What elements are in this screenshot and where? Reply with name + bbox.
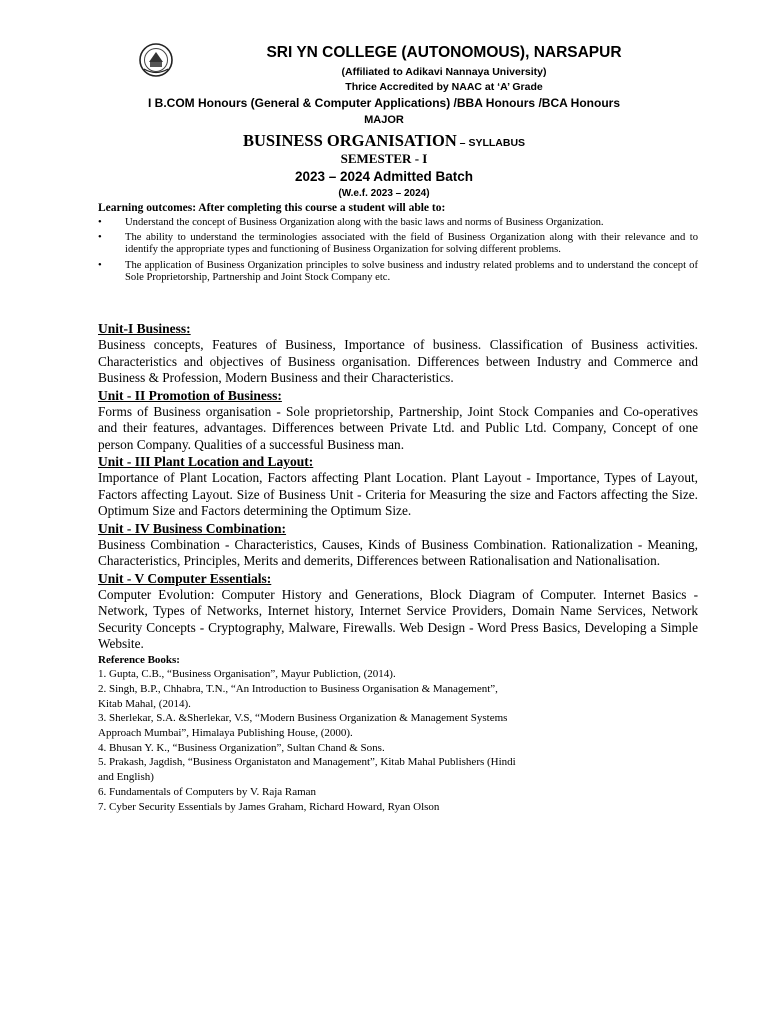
learning-outcome-item [98, 217, 698, 229]
unit-title: Unit-I Business: [98, 321, 191, 336]
learning-outcome-text: The application of Business Organization principles to solve business and industry related problems and to understand the concept of Sole Proprietorship, Partnership and Joint Stock Company etc. [125, 259, 698, 283]
learning-outcome-item [98, 232, 698, 256]
unit-title: Unit - III Plant Location and Layout: [98, 454, 314, 469]
learning-outcome-text: The ability to understand the terminologies associated with the field of Business Organization along with their relevance and to identify the appropriate types and functioning of Business Organization for solving different problems. [125, 232, 698, 256]
batch-label: 2023 – 2024 Admitted Batch [294, 169, 474, 184]
subject-title [0, 131, 768, 151]
unit-3 [98, 453, 698, 520]
unit-body: Business concepts, Features of Business, Importance of business. Classification of Business activities. Characteristics and objectives of Business organisation. Differences between Industry and Commerce and Business & Profession, Modern Business and their Characteristics. [98, 337, 698, 385]
unit-body: Computer Evolution: Computer History and Generations, Block Diagram of Computer. Internet Basics - Network, Types of Networks, Internet history, Internet Service Providers, Domain Name Services, Network Security Concepts - Cryptography, Malware, Firewalls. Web Design - Word Press Basics, Developing a Simple Website. [98, 586, 698, 651]
programs-line: I B.COM Honours (General & Computer Applications) /BBA Honours /BCA Honours [147, 96, 620, 110]
bullet-icon: • [98, 217, 102, 228]
college-name: SRI YN COLLEGE (AUTONOMOUS), NARSAPUR [266, 44, 622, 61]
unit-2 [98, 387, 698, 454]
unit-title: Unit - IV Business Combination: [98, 520, 287, 536]
unit-title: Unit - II Promotion of Business: [98, 387, 282, 403]
reference-item: 4. Bhusan Y. K., “Business Organization”, Sultan Chand & Sons. [98, 741, 385, 754]
major-label: MAJOR [364, 114, 404, 126]
learning-outcomes-list [98, 217, 698, 287]
reference-item: 3. Sherlekar, S.A. &Sherlekar, V.S, “Modern Business Organization & Management Systems Approach Mumbai”, Himalaya Publishing House, (2000). [98, 712, 508, 740]
accreditation-line: Thrice Accredited by NAAC at ‘A’ Grade [345, 81, 543, 93]
units-section [98, 320, 698, 814]
reference-books [98, 653, 698, 815]
unit-title: Unit - V Computer Essentials: [98, 570, 272, 586]
learning-outcome-item [98, 260, 698, 284]
reference-books-title: Reference Books: [98, 653, 180, 666]
bullet-icon: • [98, 259, 102, 271]
unit-5 [98, 570, 698, 653]
unit-body: Business Combination - Characteristics, Causes, Kinds of Business Combination. Rationalization - Meaning, Characteristics, Principles, Merits and demerits, Differences between Rationalisation and Nationalisation. [98, 536, 698, 568]
unit-body: Forms of Business organisation - Sole proprietorship, Partnership, Joint Stock Companies and Co-operatives and their features, advantages. Differences between Private Ltd. and Public Ltd. Company, Concept of one person Company. Qualities of a successful Business man. [98, 403, 698, 452]
bullet-icon: • [98, 232, 102, 244]
wef-label: (W.e.f. 2023 – 2024) [338, 188, 430, 199]
semester-label: SEMESTER - I [340, 151, 428, 166]
reference-item: 7. Cyber Security Essentials by James Graham, Richard Howard, Ryan Olson [98, 800, 440, 813]
reference-item: 6. Fundamentals of Computers by V. Raja Raman [98, 785, 317, 798]
reference-item: 2. Singh, B.P., Chhabra, T.N., “An Introduction to Business Organisation & Management”, Kitab Mahal, (2014). [98, 682, 498, 710]
learning-outcomes-title: Learning outcomes: After completing this course a student will able to: [98, 202, 446, 214]
unit-4 [98, 520, 698, 570]
unit-1 [98, 320, 698, 387]
unit-body: Importance of Plant Location, Factors affecting Plant Location. Plant Layout - Importance, Types of Layout, Factors affecting Layout. Size of Business Unit - Criteria for Measuring the size and Factors affecting the Size. Optimum Size and Factors determining the Optimum Size. [98, 470, 698, 518]
subject-name: BUSINESS ORGANISATION [242, 131, 457, 150]
affiliation-line: (Affiliated to Adikavi Nannaya University) [341, 66, 547, 78]
subject-suffix: – SYLLABUS [456, 137, 526, 149]
reference-item: 5. Prakash, Jagdish, “Business Organistaton and Management”, Kitab Mahal Publishers (Hindi and English) [98, 756, 516, 784]
reference-item: 1. Gupta, C.B., “Business Organisation”, Mayur Publiction, (2014). [98, 668, 396, 681]
learning-outcome-text: Understand the concept of Business Organization along with the basic laws and norms of Business Organization. [125, 217, 604, 228]
